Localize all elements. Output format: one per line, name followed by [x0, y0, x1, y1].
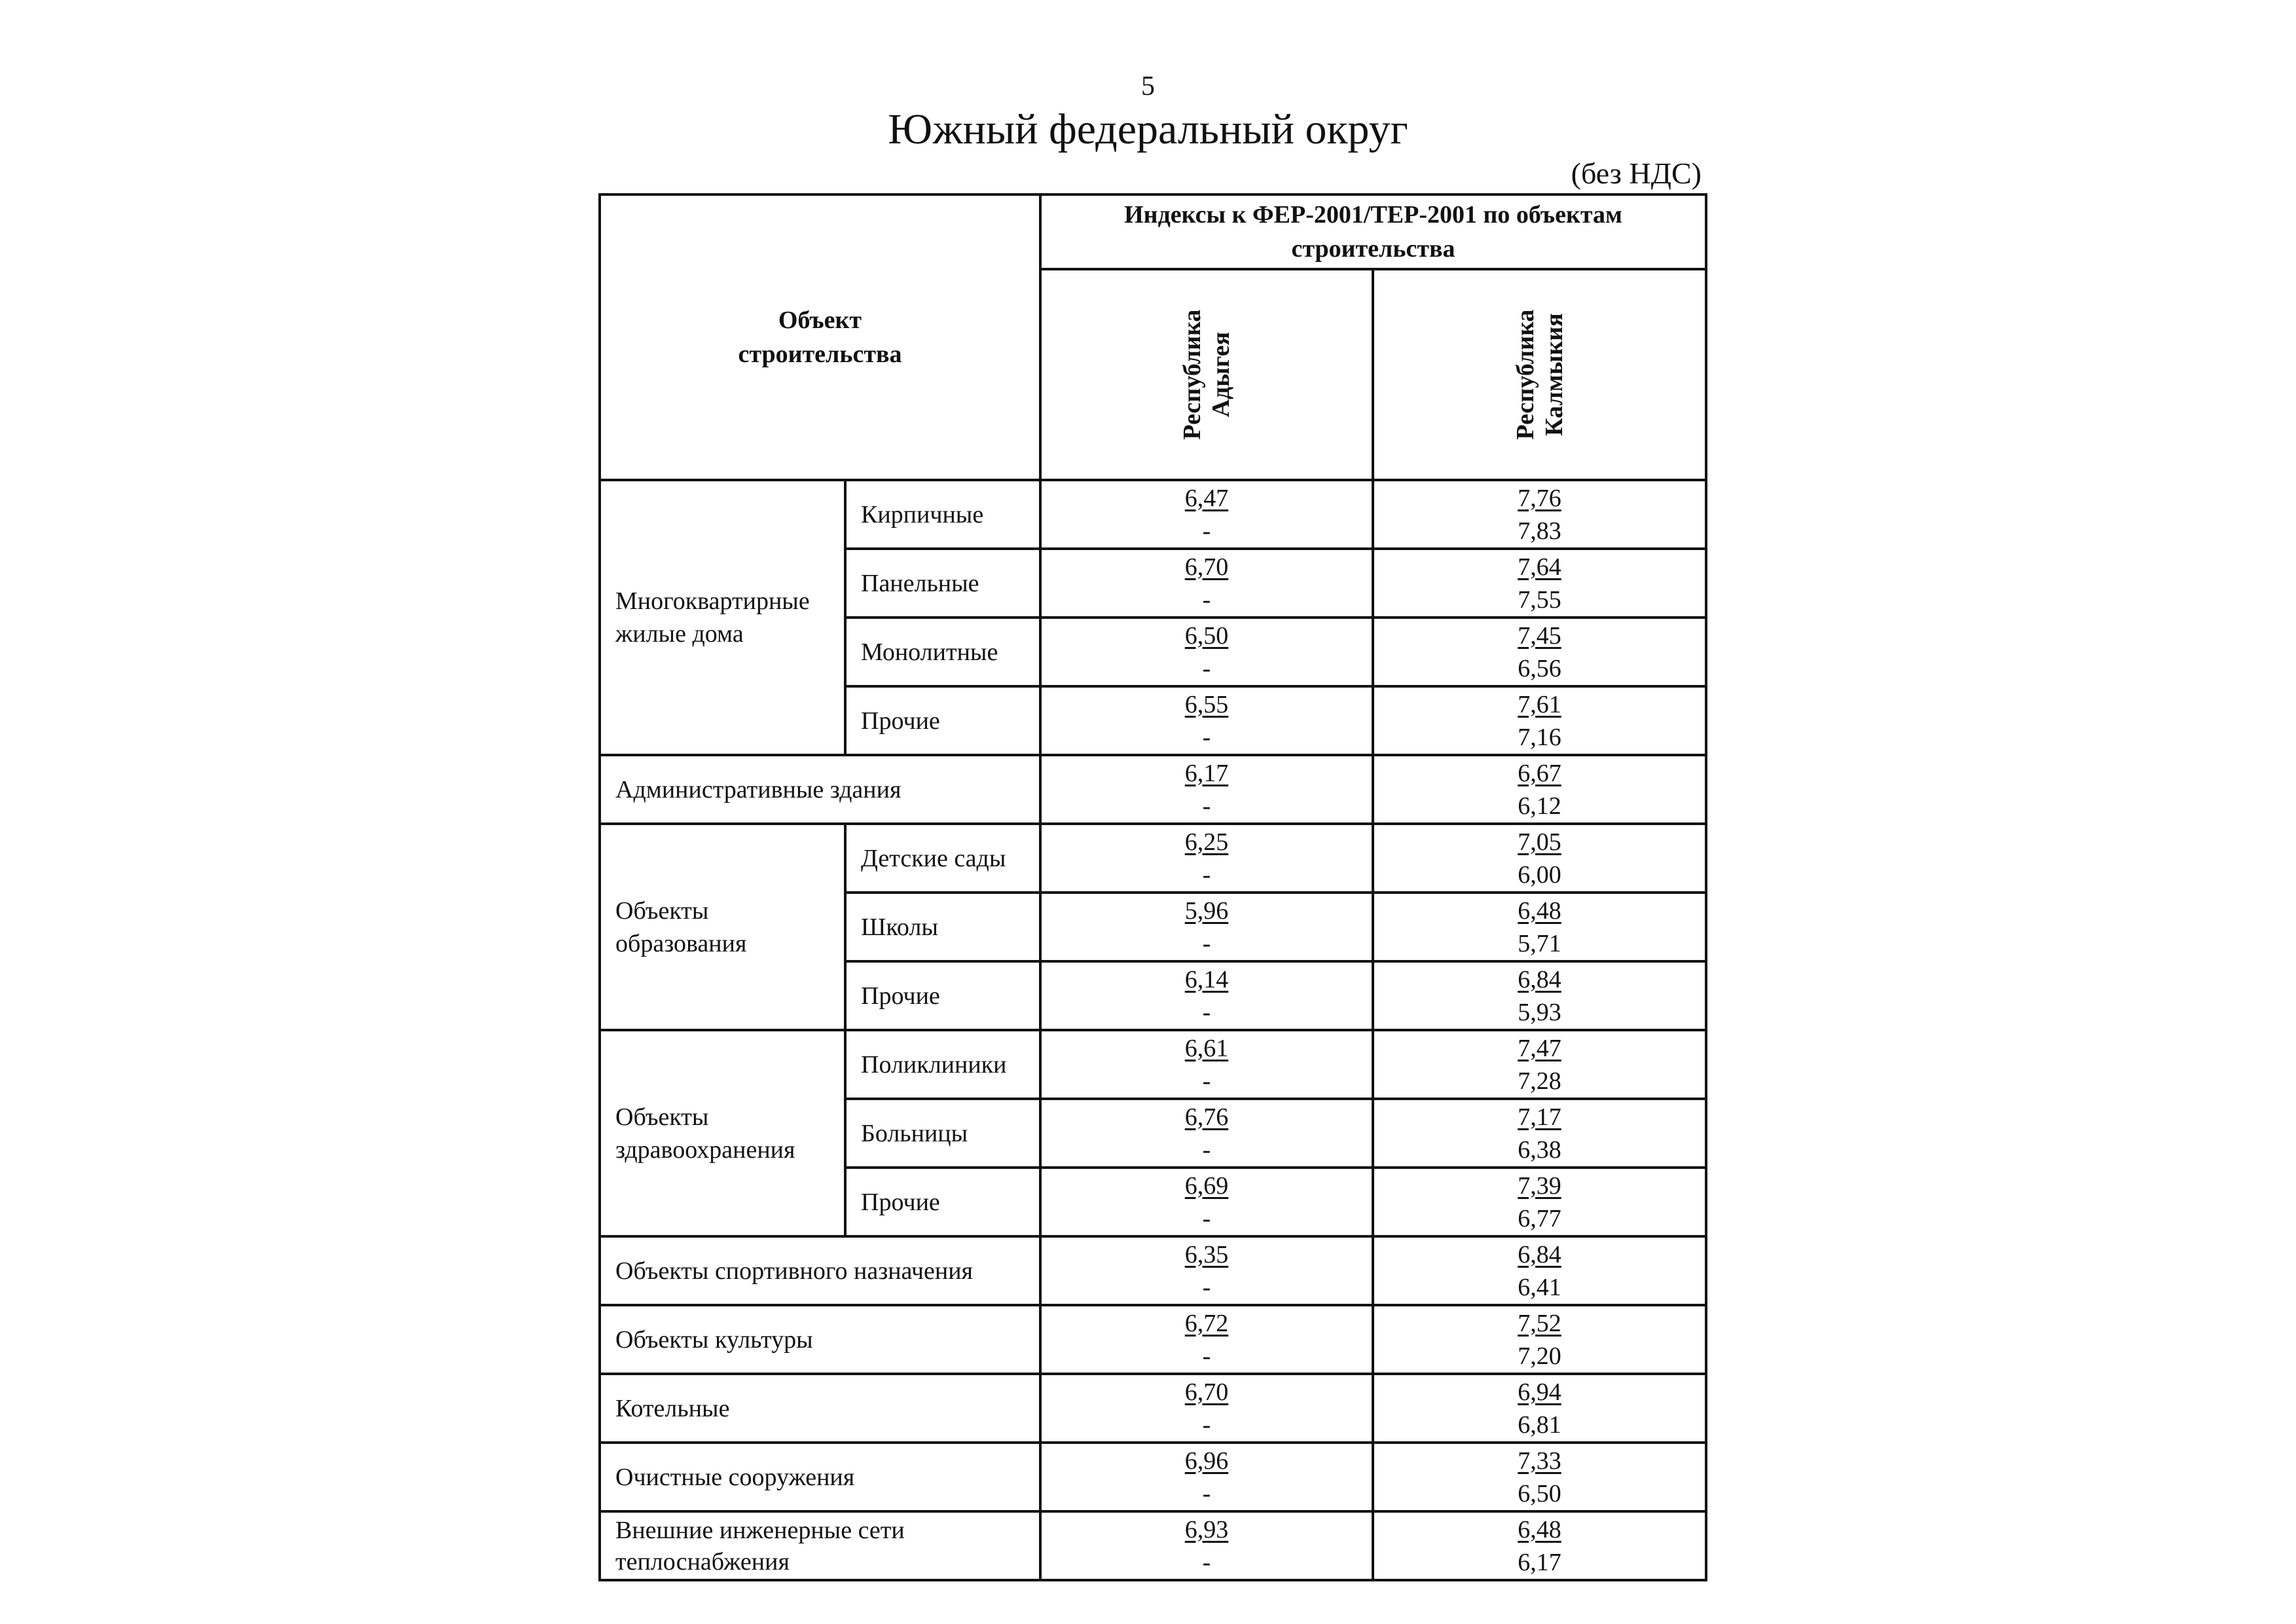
index-value-bottom: 7,28	[1518, 1067, 1561, 1095]
value-cell-kalmykia	[1373, 1030, 1706, 1099]
value-cell-kalmykia	[1373, 618, 1706, 686]
object-label: Объекты спортивного назначения	[600, 1236, 1040, 1305]
index-value-bottom: -	[1202, 1342, 1211, 1370]
header-region-kalmykia: Республика Калмыкия	[1373, 269, 1706, 480]
value-cell-adygea	[1040, 1168, 1373, 1236]
object-label: Объекты культуры	[600, 1305, 1040, 1374]
header-region-adygea: Республика Адыгея	[1040, 269, 1373, 480]
vat-note: (без НДС)	[1571, 157, 1702, 190]
index-value-top: 7,64	[1518, 553, 1561, 581]
index-value-bottom: -	[1202, 1548, 1211, 1576]
value-cell-kalmykia	[1373, 1099, 1706, 1168]
value-cell-adygea	[1040, 618, 1373, 686]
index-value-top: 6,72	[1184, 1309, 1229, 1337]
value-cell-kalmykia	[1373, 1305, 1706, 1374]
value-cell-adygea	[1040, 961, 1373, 1030]
index-value-top: 6,55	[1184, 690, 1229, 718]
index-value-bottom: -	[1202, 1479, 1211, 1507]
object-subtype: Прочие	[845, 686, 1040, 755]
index-value-top: 6,84	[1518, 1240, 1561, 1268]
value-cell-kalmykia	[1373, 755, 1706, 824]
value-cell-adygea	[1040, 1030, 1373, 1099]
value-cell-kalmykia	[1373, 686, 1706, 755]
table-row	[600, 1374, 1706, 1443]
index-value-top: 6,76	[1184, 1103, 1229, 1131]
index-value-top: 6,14	[1184, 965, 1229, 993]
index-value-top: 6,67	[1518, 759, 1561, 787]
table-row	[600, 1305, 1706, 1374]
table-row	[600, 1236, 1706, 1305]
value-cell-kalmykia	[1373, 480, 1706, 549]
index-value-bottom: 6,50	[1518, 1479, 1561, 1507]
object-subtype: Прочие	[845, 1168, 1040, 1236]
index-value-top: 5,96	[1184, 896, 1229, 925]
index-value-top: 7,33	[1518, 1447, 1561, 1475]
indices-table	[598, 193, 1707, 1581]
table-row	[600, 480, 1706, 549]
object-label: Очистные сооружения	[600, 1443, 1040, 1511]
object-subtype: Больницы	[845, 1099, 1040, 1168]
value-cell-adygea	[1040, 480, 1373, 549]
object-group: Объекты здравоохранения	[600, 1030, 845, 1236]
index-value-top: 6,35	[1184, 1240, 1229, 1268]
index-value-bottom: -	[1202, 1135, 1211, 1164]
object-subtype: Панельные	[845, 549, 1040, 618]
index-value-bottom: 6,56	[1518, 654, 1561, 682]
index-value-top: 6,47	[1184, 484, 1229, 512]
index-value-top: 6,61	[1184, 1034, 1229, 1062]
value-cell-adygea	[1040, 1099, 1373, 1168]
value-cell-adygea	[1040, 686, 1373, 755]
object-group: Многоквартирные жилые дома	[600, 480, 845, 755]
index-value-bottom: 7,83	[1518, 517, 1561, 545]
index-value-bottom: 7,16	[1518, 723, 1561, 751]
index-value-top: 6,70	[1184, 1378, 1229, 1406]
value-cell-kalmykia	[1373, 1443, 1706, 1511]
index-value-top: 6,69	[1184, 1172, 1229, 1200]
value-cell-adygea	[1040, 1374, 1373, 1443]
value-cell-kalmykia	[1373, 1374, 1706, 1443]
value-cell-adygea	[1040, 893, 1373, 961]
object-subtype: Прочие	[845, 961, 1040, 1030]
index-value-top: 6,93	[1184, 1515, 1229, 1543]
object-label: Административные здания	[600, 755, 1040, 824]
value-cell-adygea	[1040, 824, 1373, 893]
index-value-top: 7,45	[1518, 621, 1561, 650]
index-value-bottom: -	[1202, 585, 1211, 614]
index-value-bottom: -	[1202, 723, 1211, 751]
value-cell-kalmykia	[1373, 961, 1706, 1030]
index-value-bottom: 6,38	[1518, 1135, 1561, 1164]
page-title: Южный федеральный округ	[888, 105, 1408, 153]
index-value-bottom: 6,00	[1518, 860, 1561, 889]
index-value-top: 7,05	[1518, 828, 1561, 856]
value-cell-adygea	[1040, 1443, 1373, 1511]
value-cell-adygea	[1040, 1511, 1373, 1580]
index-value-top: 7,47	[1518, 1034, 1561, 1062]
object-label: Внешние инженерные сети теплоснабжения	[600, 1511, 1040, 1580]
index-value-top: 7,76	[1518, 484, 1561, 512]
index-value-top: 6,50	[1184, 621, 1229, 650]
index-value-top: 7,17	[1518, 1103, 1561, 1131]
index-value-bottom: -	[1202, 1204, 1211, 1232]
index-value-top: 6,48	[1518, 896, 1561, 925]
value-cell-kalmykia	[1373, 1168, 1706, 1236]
index-value-top: 6,17	[1184, 759, 1229, 787]
index-value-bottom: -	[1202, 998, 1211, 1026]
index-value-bottom: 7,55	[1518, 585, 1561, 614]
index-value-top: 6,96	[1184, 1447, 1229, 1475]
index-value-bottom: 6,77	[1518, 1204, 1561, 1232]
object-label: Котельные	[600, 1374, 1040, 1443]
index-value-top: 6,70	[1184, 553, 1229, 581]
index-value-top: 6,84	[1518, 965, 1561, 993]
object-subtype: Монолитные	[845, 618, 1040, 686]
index-value-top: 7,61	[1518, 690, 1561, 718]
index-value-top: 7,52	[1518, 1309, 1561, 1337]
index-value-bottom: 7,20	[1518, 1342, 1561, 1370]
index-value-bottom: 6,12	[1518, 792, 1561, 820]
index-value-bottom: -	[1202, 792, 1211, 820]
index-value-bottom: 6,81	[1518, 1411, 1561, 1439]
object-subtype: Детские сады	[845, 824, 1040, 893]
object-group: Объекты образования	[600, 824, 845, 1030]
value-cell-kalmykia	[1373, 893, 1706, 961]
object-subtype: Школы	[845, 893, 1040, 961]
value-cell-adygea	[1040, 1236, 1373, 1305]
page-number: 5	[1141, 71, 1155, 101]
index-value-top: 6,94	[1518, 1378, 1561, 1406]
index-value-bottom: -	[1202, 1411, 1211, 1439]
header-indices: Индексы к ФЕР-2001/ТЕР-2001 по объектам строительства	[1040, 194, 1706, 269]
index-value-bottom: 5,71	[1518, 929, 1561, 957]
value-cell-kalmykia	[1373, 1511, 1706, 1580]
table-row	[600, 824, 1706, 893]
value-cell-kalmykia	[1373, 824, 1706, 893]
table-row	[600, 1030, 1706, 1099]
header-object: Объект строительства	[600, 194, 1040, 480]
value-cell-adygea	[1040, 755, 1373, 824]
object-subtype: Кирпичные	[845, 480, 1040, 549]
index-value-bottom: -	[1202, 1067, 1211, 1095]
index-value-bottom: -	[1202, 517, 1211, 545]
index-value-bottom: 6,17	[1518, 1548, 1561, 1576]
table-row	[600, 1511, 1706, 1580]
index-value-top: 7,39	[1518, 1172, 1561, 1200]
index-value-top: 6,48	[1518, 1515, 1561, 1543]
table-row	[600, 755, 1706, 824]
object-subtype: Поликлиники	[845, 1030, 1040, 1099]
index-value-bottom: -	[1202, 1273, 1211, 1301]
index-value-bottom: -	[1202, 929, 1211, 957]
table-row	[600, 1443, 1706, 1511]
index-value-bottom: -	[1202, 654, 1211, 682]
value-cell-adygea	[1040, 1305, 1373, 1374]
index-value-bottom: -	[1202, 860, 1211, 889]
value-cell-adygea	[1040, 549, 1373, 618]
value-cell-kalmykia	[1373, 549, 1706, 618]
index-value-bottom: 5,93	[1518, 998, 1561, 1026]
index-value-top: 6,25	[1184, 828, 1229, 856]
index-value-bottom: 6,41	[1518, 1273, 1561, 1301]
value-cell-kalmykia	[1373, 1236, 1706, 1305]
